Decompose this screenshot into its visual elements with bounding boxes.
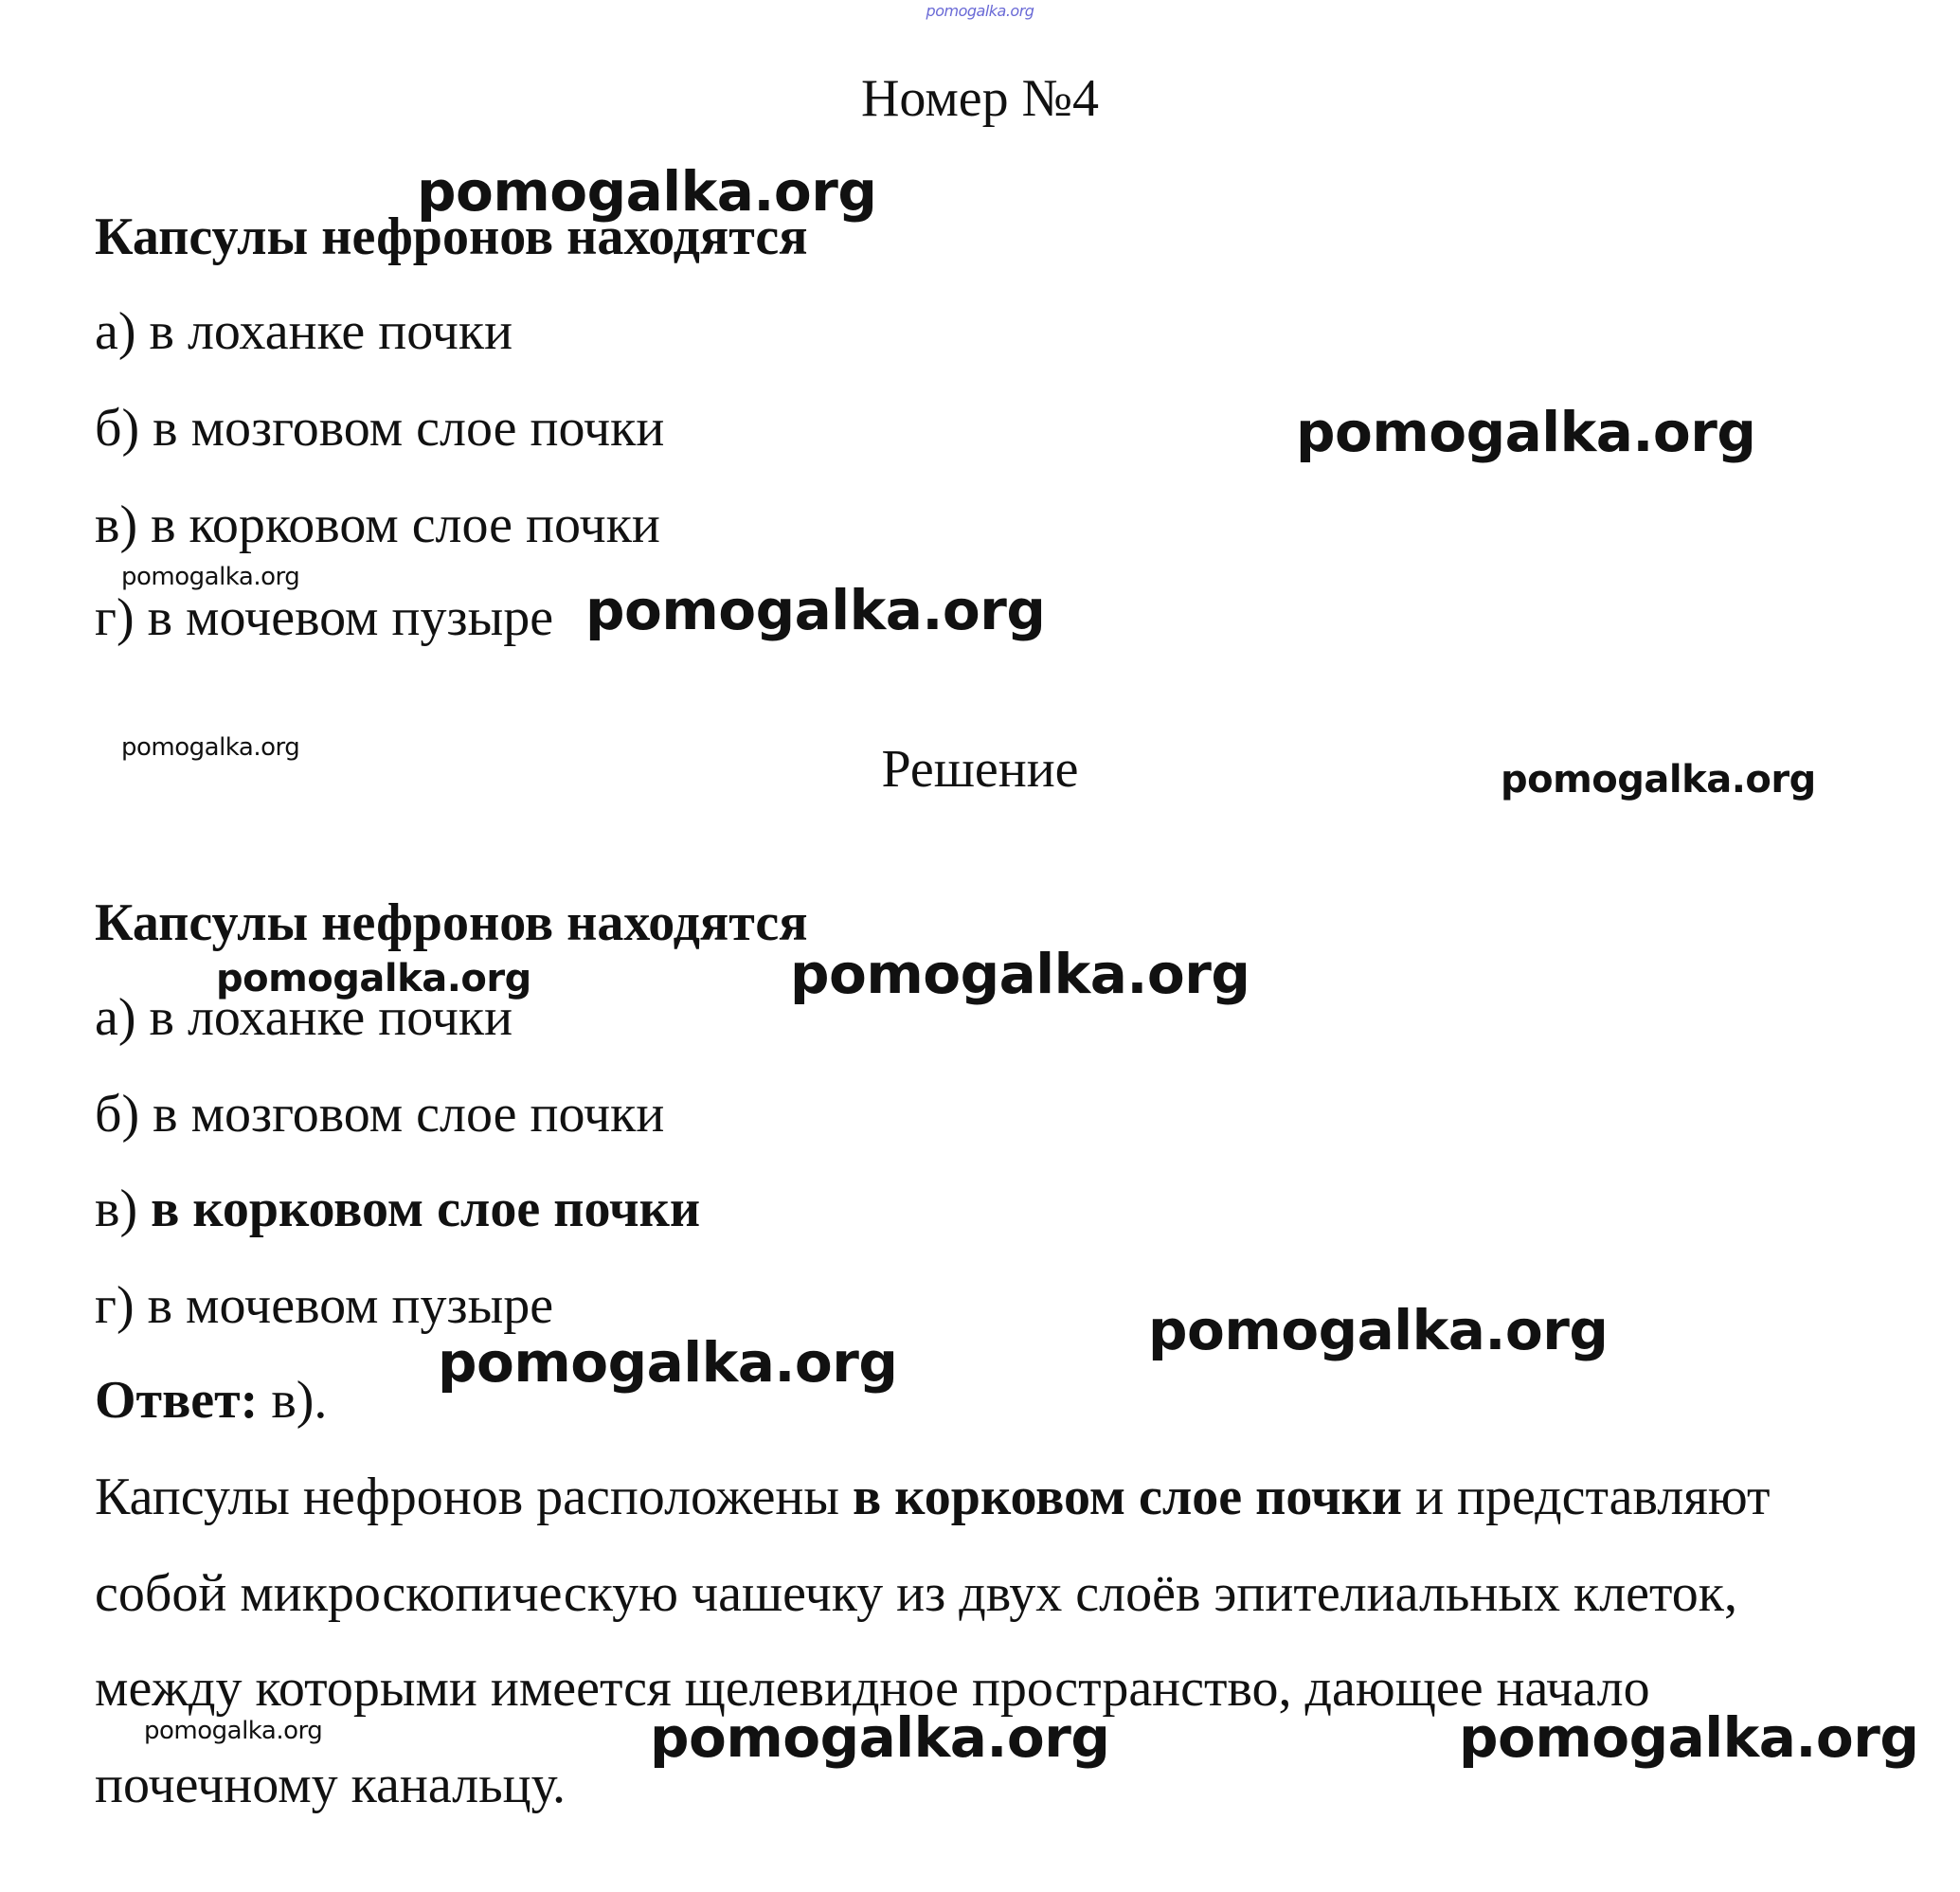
explanation-line-4: почечному канальцу. — [95, 1756, 566, 1814]
answer-label: Ответ: — [95, 1371, 259, 1430]
watermark-6: pomogalka.org — [1501, 758, 1816, 802]
page-title: Номер №4 — [860, 69, 1100, 128]
solution-heading: Решение — [881, 740, 1079, 799]
solution-option-c-prefix: в) — [95, 1180, 138, 1238]
solution-title: Капсулы нефронов находятся — [95, 893, 808, 952]
watermark-12: pomogalka.org — [650, 1705, 1110, 1770]
answer-line — [95, 1370, 327, 1431]
explanation-line-1 — [95, 1467, 1770, 1527]
question-option-a: а) в лоханке почки — [95, 302, 513, 361]
watermark-10: pomogalka.org — [438, 1330, 898, 1395]
watermark-5: pomogalka.org — [121, 733, 300, 762]
question-option-d: г) в мочевом пузыре — [95, 588, 554, 647]
solution-option-c-correct: в корковом слое почки — [151, 1180, 701, 1238]
solution-option-d: г) в мочевом пузыре — [95, 1276, 554, 1335]
explanation-bold: в корковом слое почки — [853, 1468, 1403, 1526]
question-option-c: в) в корковом слое почки — [95, 496, 660, 554]
solution-option-c — [95, 1179, 700, 1239]
explanation-text-1: Капсулы нефронов расположены — [95, 1468, 840, 1526]
explanation-line-3: между которыми имеется щелевидное пространство, дающее начало — [95, 1659, 1650, 1718]
question-option-b: б) в мозговом слое почки — [95, 399, 665, 458]
watermark-1: pomogalka.org — [417, 159, 877, 224]
watermark-7: pomogalka.org — [216, 957, 531, 1000]
answer-value: в). — [271, 1371, 328, 1430]
watermark-3: pomogalka.org — [121, 563, 300, 591]
top-watermark: pomogalka.org — [926, 2, 1034, 20]
explanation-line-2: собой микроскопическую чашечку из двух слоёв эпителиальных клеток, — [95, 1564, 1737, 1623]
watermark-13: pomogalka.org — [1459, 1705, 1919, 1770]
solution-option-b: б) в мозговом слое почки — [95, 1085, 665, 1144]
question-title: Капсулы нефронов находятся — [95, 207, 808, 266]
watermark-2: pomogalka.org — [1296, 400, 1756, 464]
watermark-11: pomogalka.org — [144, 1717, 323, 1745]
explanation-text-1-end: и представляют — [1415, 1468, 1771, 1526]
watermark-9: pomogalka.org — [1148, 1298, 1609, 1362]
watermark-4: pomogalka.org — [585, 578, 1046, 642]
watermark-8: pomogalka.org — [790, 942, 1250, 1006]
solution-option-a: а) в лоханке почки — [95, 988, 513, 1047]
